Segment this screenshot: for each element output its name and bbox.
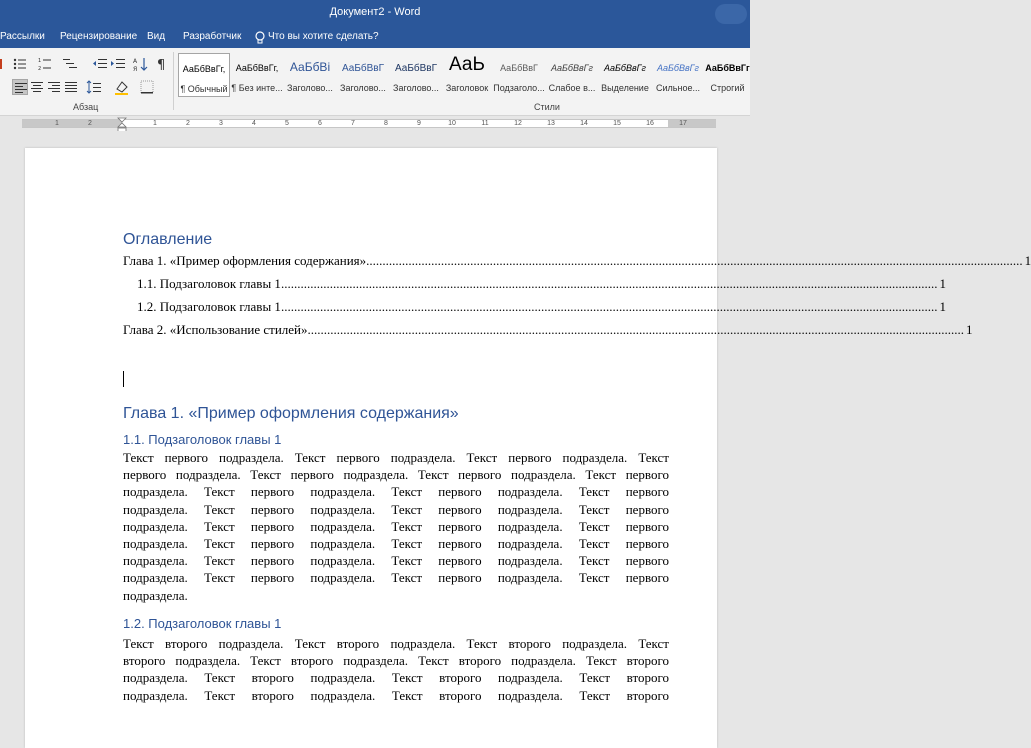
- heading-2: 1.2. Подзаголовок главы 1: [123, 616, 282, 631]
- style-sample: АаБбВвГг: [604, 63, 646, 73]
- style-intense-emphasis[interactable]: [652, 53, 704, 97]
- ruler-tick: 2: [88, 120, 92, 127]
- ruler-tick: 4: [252, 120, 256, 127]
- line-spacing-icon[interactable]: [86, 79, 102, 95]
- toc-entry[interactable]: [137, 276, 946, 292]
- paragraph-line: подраздела. Текст первого подраздела. Текст первого подраздела. Текст первого: [123, 484, 669, 500]
- decrease-indent-icon[interactable]: [92, 56, 108, 72]
- increase-indent-icon[interactable]: [110, 56, 126, 72]
- paragraph-line: подраздела. Текст первого подраздела. Текст первого подраздела. Текст первого: [123, 570, 669, 586]
- window-title: Документ2 - Word: [329, 6, 421, 18]
- styles-group-label: Стили: [534, 102, 560, 112]
- paragraph-line: второго подраздела. Текст второго подраздела. Текст второго подраздела. Текст второго: [123, 653, 669, 669]
- style-sample: АаБбВвГг,: [235, 63, 279, 73]
- tab-view[interactable]: Вид: [147, 31, 166, 42]
- ruler-tick: 2: [186, 120, 190, 127]
- ruler-tick: 15: [613, 120, 621, 127]
- toc-page-number: 1: [966, 322, 973, 337]
- toc-entry-text: Глава 1. «Пример оформления содержания»: [123, 253, 367, 268]
- style-subtle-emphasis[interactable]: [546, 53, 598, 97]
- paragraph-group-label: Абзац: [73, 102, 99, 112]
- ruler-tick: 17: [679, 120, 687, 127]
- heading-1: Глава 1. «Пример оформления содержания»: [123, 405, 459, 422]
- tab-developer[interactable]: Разработчик: [183, 31, 242, 42]
- style-name: Сильное...: [656, 83, 700, 93]
- style-sample: АаБбВвГ: [394, 63, 438, 74]
- shading-icon[interactable]: [114, 79, 130, 95]
- style-name: Заголово...: [340, 83, 386, 93]
- ruler-tick: 6: [318, 120, 322, 127]
- paragraph-sub1[interactable]: [123, 449, 669, 604]
- toc-entry-text: 1.1. Подзаголовок главы 1: [137, 276, 281, 291]
- multilevel-list-icon[interactable]: [62, 56, 78, 72]
- svg-text:1: 1: [38, 58, 42, 64]
- style-name: Заголово...: [393, 83, 439, 93]
- style-sample: АаБбВвГг,: [182, 64, 226, 74]
- ruler-tick: 1: [55, 120, 59, 127]
- heading-2: 1.1. Подзаголовок главы 1: [123, 432, 282, 447]
- ruler-tick: 16: [646, 120, 654, 127]
- paragraph-line: подраздела.: [123, 587, 188, 603]
- style-sample: АаБбВвГг: [657, 63, 699, 73]
- ruler-tick: 12: [514, 120, 522, 127]
- ruler-tick: 10: [448, 120, 456, 127]
- style-name: ¶ Обычный: [180, 84, 228, 94]
- style-sample: АаЬ: [449, 54, 485, 75]
- ruler-tick: 5: [285, 120, 289, 127]
- ruler-tick: 3: [219, 120, 223, 127]
- paragraph-sub2[interactable]: [123, 635, 669, 704]
- toc-leader: ..........................................................................................................................................................................................................: [366, 253, 1023, 268]
- borders-icon[interactable]: [139, 79, 155, 95]
- toc-leader: ..........................................................................................................................................................................................................: [280, 299, 938, 314]
- align-center-icon[interactable]: [29, 79, 45, 95]
- toc-entry[interactable]: [123, 253, 1031, 269]
- style-emphasis[interactable]: [599, 53, 651, 97]
- toc-entry-text: 1.2. Подзаголовок главы 1: [137, 299, 281, 314]
- toc-leader: ..........................................................................................................................................................................................................: [280, 276, 938, 291]
- style-normal[interactable]: [178, 53, 230, 97]
- ruler-left-margin: [22, 120, 122, 127]
- align-left-icon[interactable]: [12, 79, 28, 95]
- title-bar: [0, 0, 750, 27]
- style-no-spacing[interactable]: [231, 53, 283, 97]
- paragraph-line: подраздела. Текст первого подраздела. Текст первого подраздела. Текст первого: [123, 501, 669, 517]
- account-icon[interactable]: [715, 4, 747, 24]
- style-sample: АаБбВвГ: [341, 63, 385, 74]
- lightbulb-icon: [254, 30, 266, 46]
- svg-text:А: А: [133, 58, 138, 65]
- tell-me-search[interactable]: Что вы хотите сделать?: [268, 31, 379, 42]
- svg-text:Я: Я: [133, 66, 138, 73]
- style-sample: АаБбВі: [289, 60, 331, 74]
- style-sample: АаБбВвГ: [500, 63, 538, 73]
- toc-leader: ..........................................................................................................................................................................................................: [307, 322, 964, 337]
- ruler-tick: 13: [547, 120, 555, 127]
- svg-text:¶: ¶: [157, 58, 166, 73]
- paragraph-line: Текст первого подраздела. Текст первого подраздела. Текст первого подраздела. Текст: [123, 450, 669, 465]
- toc-entry-text: Глава 2. «Использование стилей»: [123, 322, 308, 337]
- ruler-tick: 8: [384, 120, 388, 127]
- svg-text:2: 2: [38, 66, 42, 72]
- numbering-icon[interactable]: [37, 56, 53, 72]
- style-sample: АаБбВвГг: [551, 63, 593, 73]
- text-cursor: [123, 371, 124, 387]
- ruler-tick: 11: [481, 120, 489, 127]
- sort-icon[interactable]: [133, 56, 149, 72]
- style-name: Заголовок: [445, 83, 489, 93]
- paragraph-line: подраздела. Текст первого подраздела. Текст первого подраздела. Текст первого: [123, 553, 669, 569]
- style-heading-1[interactable]: [284, 53, 336, 97]
- style-name: Строгий: [710, 83, 745, 93]
- pilcrow-icon[interactable]: [154, 56, 170, 72]
- paragraph-line: подраздела. Текст первого подраздела. Текст первого подраздела. Текст первого: [123, 535, 669, 551]
- style-name: Подзаголо...: [493, 83, 545, 93]
- justify-icon[interactable]: [63, 79, 79, 95]
- paragraph-line: Текст второго подраздела. Текст второго подраздела. Текст второго подраздела. Текст: [123, 636, 669, 651]
- style-heading-2[interactable]: [337, 53, 389, 97]
- ruler-tick: 14: [580, 120, 588, 127]
- style-heading-3[interactable]: [390, 53, 442, 97]
- ruler-tick: 7: [351, 120, 355, 127]
- style-name: Слабое в...: [548, 83, 596, 93]
- toc-heading: Оглавление: [123, 231, 213, 248]
- toc-page-number: 1: [939, 299, 946, 314]
- toc-page-number: 1: [939, 276, 946, 291]
- style-title[interactable]: [443, 53, 491, 97]
- toc-entry[interactable]: [123, 322, 973, 338]
- tab-mailings[interactable]: Рассылки: [0, 31, 45, 42]
- ruler-tick: 1: [153, 120, 157, 127]
- paragraph-line: подраздела. Текст первого подраздела. Текст первого подраздела. Текст первого: [123, 518, 669, 534]
- style-name: Выделение: [601, 83, 649, 93]
- ruler-right-margin: [668, 120, 716, 127]
- style-name: Заголово...: [287, 83, 333, 93]
- toc-entry[interactable]: [137, 299, 946, 315]
- align-right-icon[interactable]: [46, 79, 62, 95]
- paragraph-line: подраздела. Текст второго подраздела. Текст второго подраздела. Текст второго: [123, 687, 669, 703]
- ribbon-tabs: [0, 27, 750, 48]
- style-sample: АаБбВвГг: [705, 63, 750, 73]
- style-strong[interactable]: [705, 53, 750, 97]
- style-name: ¶ Без инте...: [231, 83, 283, 93]
- paragraph-line: подраздела. Текст второго подраздела. Текст второго подраздела. Текст второго: [123, 670, 669, 686]
- toc-page-number: 1: [1024, 253, 1031, 268]
- style-subtitle[interactable]: [493, 53, 545, 97]
- group-separator: [173, 52, 174, 110]
- paragraph-line: первого подраздела. Текст первого подраздела. Текст первого подраздела. Текст первого: [123, 467, 669, 483]
- tab-review[interactable]: Рецензирование: [60, 31, 138, 42]
- bullets-icon[interactable]: [12, 56, 28, 72]
- ruler-tick: 9: [417, 120, 421, 127]
